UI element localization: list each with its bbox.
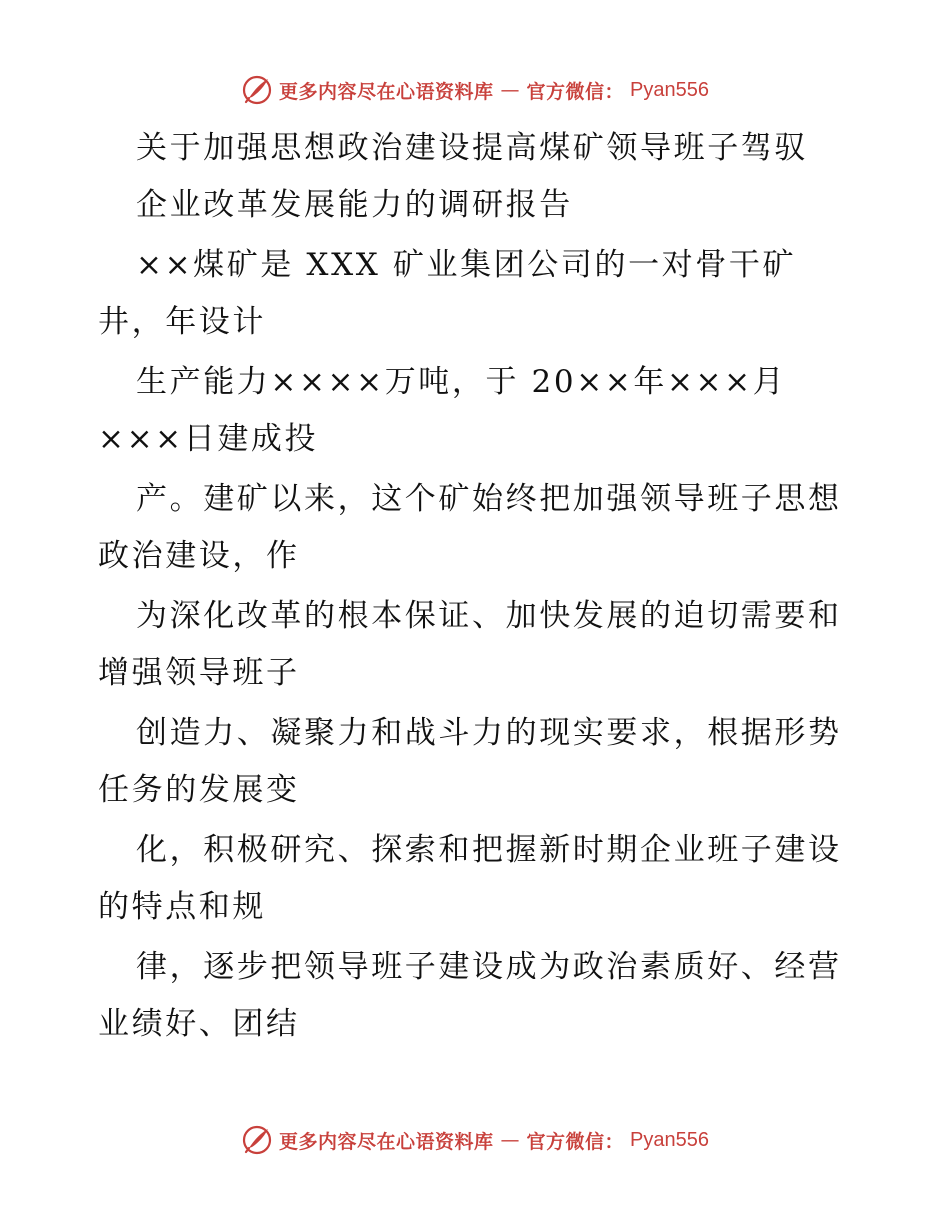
body-line: ××煤矿是 XXX 矿业集团公司的一对骨干矿 [136,247,797,283]
body-line: 创造力、凝聚力和战斗力的现实要求，根据形势 [136,715,842,751]
wechat-id: Pyan556 [630,78,709,101]
body-line: 化，积极研究、探索和把握新时期企业班子建设 [136,832,842,868]
body-line: 产。建矿以来，这个矿始终把加强领导班子思想 [136,481,842,517]
body-line: 井，年设计 [98,304,266,340]
body-line: 增强领导班子 [98,655,300,691]
wechat-label: 官方微信： [526,80,625,103]
body-line: 律，逐步把领导班子建设成为政治素质好、经营 [136,949,842,985]
body-line: 生产能力××××万吨，于 20××年×××月 [136,364,787,400]
wechat-id: Pyan556 [630,1128,709,1151]
title-line-1: 关于加强思想政治建设提高煤矿领导班子驾驭 [136,130,808,166]
banner-dash: — [500,79,520,101]
body-line: 任务的发展变 [98,772,300,808]
body-line: 政治建设，作 [98,538,300,574]
body-line: ×××日建成投 [98,421,319,457]
title-line-2: 企业改革发展能力的调研报告 [136,187,573,223]
banner-content [241,1124,709,1156]
body-line: 为深化改革的根本保证、加快发展的迫切需要和 [136,598,842,634]
wechat-label: 官方微信： [526,1130,625,1153]
banner-dash: — [500,1129,520,1151]
body-line: 业绩好、团结 [98,1006,300,1042]
footer-banner [0,1120,950,1160]
quill-logo-icon [241,1124,273,1156]
site-name: 更多内容尽在心语资料库 [279,1130,494,1153]
site-name: 更多内容尽在心语资料库 [279,80,494,103]
header-banner [0,70,950,110]
body-line: 的特点和规 [98,889,266,925]
banner-content [241,74,709,106]
quill-logo-icon [241,74,273,106]
